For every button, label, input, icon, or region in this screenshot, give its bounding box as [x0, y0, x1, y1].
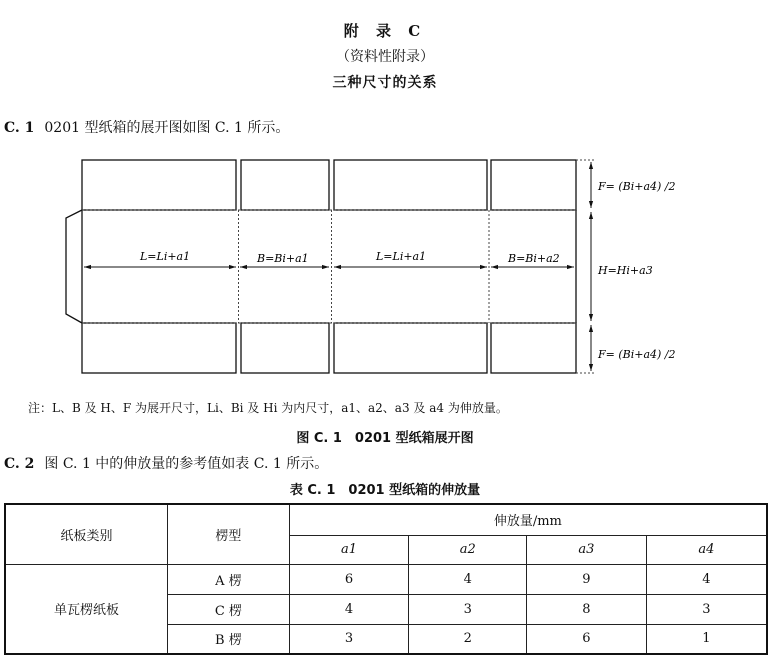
allowance-table: [4, 503, 768, 655]
top-flap-1: [82, 160, 236, 210]
section-c2: [4, 453, 328, 473]
section-c2-text: 图 C. 1 中的伸放量的参考值如表 C. 1 所示。: [44, 456, 329, 472]
figure-note: 注：L、B 及 H、F 为展开尺寸，Li、Bi 及 Hi 为内尺寸，a1、a2、a3 及 a4 为伸放量。: [28, 401, 508, 415]
top-flap-2: [241, 160, 329, 210]
header-a2: a2: [409, 535, 527, 564]
label-l1: L=Li+a1: [140, 250, 191, 263]
table-row: [5, 564, 767, 594]
a4-cell: 3: [646, 594, 767, 624]
a3-cell: 6: [527, 624, 647, 654]
label-h: H=Hi+a3: [598, 264, 653, 277]
top-flap-4: [491, 160, 576, 210]
header-category: 纸板类别: [5, 504, 168, 564]
header-flute: 楞型: [168, 504, 290, 564]
bottom-flap-1: [82, 323, 236, 373]
a1-cell: 4: [289, 594, 409, 624]
label-l2: L=Li+a1: [376, 250, 427, 263]
a4-cell: 1: [646, 624, 767, 654]
bottom-flap-2: [241, 323, 329, 373]
a3-cell: 9: [527, 564, 647, 594]
header-allowance: 伸放量/mm: [289, 504, 767, 535]
a2-cell: 3: [409, 594, 527, 624]
table-caption: 表 C. 1 0201 型纸箱的伸放量: [289, 483, 481, 498]
glue-tab: [66, 210, 82, 323]
category-cell: 单瓦楞纸板: [5, 564, 168, 654]
section-c1-number: C. 1: [4, 120, 35, 136]
appendix-type: （资料性附录）: [336, 49, 434, 65]
header-a3: a3: [527, 535, 647, 564]
section-c1: [4, 117, 289, 137]
flute-cell: A 楞: [168, 564, 290, 594]
bottom-flap-4: [491, 323, 576, 373]
box-unfold-diagram: [0, 150, 770, 390]
section-c2-number: C. 2: [4, 456, 35, 472]
top-flap-3: [334, 160, 487, 210]
bottom-flap-3: [334, 323, 487, 373]
header-a1: a1: [289, 535, 409, 564]
a3-cell: 8: [527, 594, 647, 624]
label-f-top: F= (Bi+a4) /2: [598, 180, 676, 193]
label-b2: B=Bi+a2: [508, 252, 560, 265]
header-a4: a4: [646, 535, 767, 564]
a4-cell: 4: [646, 564, 767, 594]
appendix-title: 附 录 C: [343, 22, 427, 40]
flute-cell: B 楞: [168, 624, 290, 654]
label-b1: B=Bi+a1: [257, 252, 309, 265]
section-c1-text: 0201 型纸箱的展开图如图 C. 1 所示。: [44, 120, 290, 136]
appendix-subtitle: 三种尺寸的关系: [332, 75, 438, 91]
figure-caption: 图 C. 1 0201 型纸箱展开图: [296, 431, 474, 446]
a2-cell: 4: [409, 564, 527, 594]
label-f-bottom: F= (Bi+a4) /2: [598, 348, 676, 361]
a1-cell: 3: [289, 624, 409, 654]
flute-cell: C 楞: [168, 594, 290, 624]
a2-cell: 2: [409, 624, 527, 654]
a1-cell: 6: [289, 564, 409, 594]
